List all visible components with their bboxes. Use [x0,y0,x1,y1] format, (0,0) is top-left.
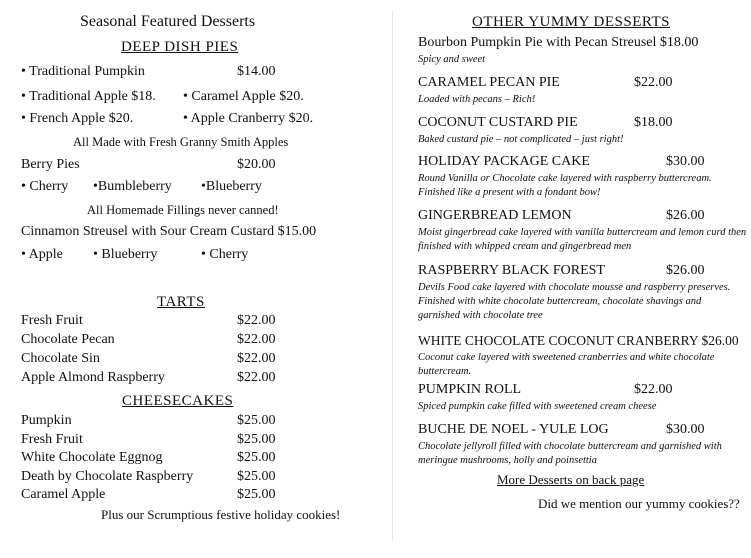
column-divider [392,10,393,540]
dessert-name: BUCHE DE NOEL - YULE LOG [418,422,609,437]
dessert-name: Bourbon Pumpkin Pie with Pecan Streusel $18.00 [418,35,699,50]
cookies-footer: Plus our Scrumptious festive holiday cookies! [101,507,341,522]
cinnamon-option-cherry: • Cherry [201,247,249,262]
cheesecake-name: Death by Chocolate Raspberry [21,469,194,484]
deep-dish-pies-heading: DEEP DISH PIES [121,39,239,55]
tart-name: Chocolate Pecan [21,332,115,347]
berry-option-bumbleberry: •Bumbleberry [93,179,172,194]
dessert-description: Spiced pumpkin cake filled with sweetened cream cheese [418,401,657,412]
granny-smith-note: All Made with Fresh Granny Smith Apples [73,135,289,149]
dessert-price: $18.00 [634,115,673,130]
dessert-name: PUMPKIN ROLL [418,382,522,397]
apple-cranberry-item: • Apple Cranberry $20. [183,111,314,126]
cheesecake-price: $25.00 [237,413,276,428]
more-desserts-link[interactable]: More Desserts on back page [497,472,645,487]
page-title: Seasonal Featured Desserts [80,13,256,30]
dessert-description: Loaded with pecans – Rich! [418,94,536,105]
dessert-price: $30.00 [666,422,705,437]
dessert-price: $22.00 [634,75,673,90]
traditional-pumpkin-name: • Traditional Pumpkin [21,64,145,79]
cheesecake-price: $25.00 [237,469,276,484]
dessert-price: $30.00 [666,154,705,169]
dessert-name: RASPBERRY BLACK FOREST [418,263,605,278]
traditional-pumpkin-price: $14.00 [237,64,276,79]
tart-price: $22.00 [237,332,276,347]
dessert-name: HOLIDAY PACKAGE CAKE [418,154,590,169]
berry-pies-name: Berry Pies [21,157,80,172]
tart-price: $22.00 [237,313,276,328]
dessert-name: GINGERBREAD LEMON [418,208,572,223]
traditional-apple-item: • Traditional Apple $18. [21,89,156,104]
cheesecake-name: Caramel Apple [21,487,106,502]
cheesecake-name: White Chocolate Eggnog [21,450,163,465]
dessert-price: $26.00 [666,208,705,223]
caramel-apple-item: • Caramel Apple $20. [183,89,304,104]
tart-price: $22.00 [237,370,276,385]
tart-price: $22.00 [237,351,276,366]
dessert-description: Round Vanilla or Chocolate cake layered with raspberry buttercream. Finished like a present with a fondant bow! [418,173,712,198]
homemade-fillings-note: All Homemade Fillings never canned! [87,203,279,217]
tart-name: Fresh Fruit [21,313,83,328]
berry-option-blueberry: •Blueberry [201,179,262,194]
dessert-price: $26.00 [666,263,705,278]
dessert-name: WHITE CHOCOLATE COCONUT CRANBERRY $26.00 [418,333,739,348]
dessert-description: Chocolate jellyroll filled with chocolate buttercream and garnished with meringue mushrooms, holly and poinsettia [418,441,722,466]
cookies-question: Did we mention our yummy cookies?? [538,496,740,511]
tart-name: Apple Almond Raspberry [21,370,165,385]
french-apple-item: • French Apple $20. [21,111,134,126]
dessert-description: Baked custard pie – not complicated – just right! [418,134,624,145]
berry-option-cherry: • Cherry [21,179,69,194]
cinnamon-option-blueberry: • Blueberry [93,247,158,262]
cheesecake-name: Pumpkin [21,413,72,428]
berry-pies-price: $20.00 [237,157,276,172]
cheesecake-price: $25.00 [237,487,276,502]
other-desserts-heading: OTHER YUMMY DESSERTS [472,14,671,30]
cheesecake-price: $25.00 [237,432,276,447]
cheesecake-name: Fresh Fruit [21,432,83,447]
dessert-description: Devils Food cake layered with chocolate mousse and raspberry preserves. Finished with white chocolate buttercream, chocolate shavings and garnished with chocolate tree [418,282,731,321]
dessert-description: Spicy and sweet [418,54,486,65]
cheesecake-price: $25.00 [237,450,276,465]
cheesecakes-heading: CHEESECAKES [122,393,234,409]
tart-name: Chocolate Sin [21,351,100,366]
dessert-name: CARAMEL PECAN PIE [418,75,560,90]
cinnamon-streusel-item: Cinnamon Streusel with Sour Cream Custard $15.00 [21,224,317,239]
tarts-heading: TARTS [157,294,205,310]
dessert-description: Coconut cake layered with sweetened cranberries and white chocolate buttercream. [418,352,715,377]
dessert-price: $22.00 [634,382,673,397]
cinnamon-option-apple: • Apple [21,247,63,262]
dessert-description: Moist gingerbread cake layered with vanilla buttercream and lemon curd then finished with whipped cream and gingerbread men [418,227,747,252]
dessert-name: COCONUT CUSTARD PIE [418,115,578,130]
